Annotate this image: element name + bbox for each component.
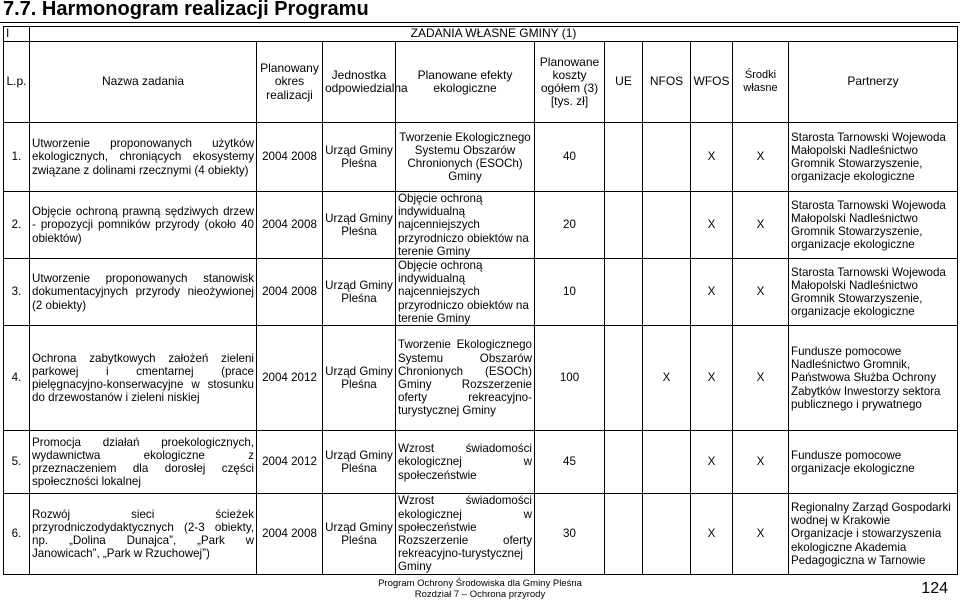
row-unit: Urząd Gminy Pleśna (323, 259, 396, 326)
row-wfos: X (691, 494, 733, 575)
row-partners: Starosta Tarnowski Wojewoda Małopolski Nadleśnictwo Gromnik Stowarzyszenie, organizacje ekologiczne (789, 259, 958, 326)
row-effects: Wzrost świadomości ekologicznej w społeczeństwie (396, 431, 535, 494)
row-task-name: Utworzenie proponowanych stanowisk dokumentacyjnych przyrody nieożywionej (2 obiekty) (30, 259, 257, 326)
row-task-name: Ochrona zabytkowych założeń zieleni parkowej i cmentarnej (prace pielęgnacyjno-konserwacyjne w stosunku do drzewostanów i zieleni niskiej (30, 326, 257, 431)
row-lp: 5. (4, 431, 30, 494)
row-period: 2004 2008 (257, 192, 323, 259)
row-wfos: X (691, 259, 733, 326)
table-row (4, 494, 958, 575)
col-header-name: Nazwa zadania (30, 42, 257, 123)
row-cost: 20 (535, 192, 605, 259)
row-partners: Regionalny Zarząd Gospodarki wodnej w Krakowie Organizacje i stowarzyszenia ekologiczne Akademia Pedagogiczna w Tarnowie (789, 494, 958, 575)
row-own: X (733, 123, 789, 192)
table-row (4, 192, 958, 259)
row-wfos: X (691, 431, 733, 494)
table-row (4, 123, 958, 192)
row-own: X (733, 326, 789, 431)
row-ue (605, 123, 643, 192)
row-own: X (733, 494, 789, 575)
row-cost: 100 (535, 326, 605, 431)
row-ue (605, 326, 643, 431)
footer-line-1: Program Ochrony Środowiska dla Gminy Pleśna (378, 578, 582, 589)
row-ue (605, 494, 643, 575)
row-effects: Wzrost świadomości ekologicznej w społeczeństwie Rozszerzenie oferty rekreacyjno-turystycznej Gminy (396, 494, 535, 575)
row-wfos: X (691, 192, 733, 259)
col-header-costs: Planowane koszty ogółem (3) [tys. zł] (535, 42, 605, 123)
column-header-row (4, 42, 958, 123)
table-row (4, 259, 958, 326)
row-period: 2004 2012 (257, 326, 323, 431)
row-cost: 10 (535, 259, 605, 326)
row-own: X (733, 259, 789, 326)
row-task-name: Utworzenie proponowanych użytków ekologicznych, chroniących ekosystemy związane z dolinami rzecznymi (4 obiekty) (30, 123, 257, 192)
row-partners: Starosta Tarnowski Wojewoda Małopolski Nadleśnictwo Gromnik Stowarzyszenie, organizacje ekologiczne (789, 192, 958, 259)
row-ue (605, 431, 643, 494)
row-unit: Urząd Gminy Pleśna (323, 431, 396, 494)
row-nfos (643, 259, 691, 326)
col-header-period: Planowany okres realizacji (257, 42, 323, 123)
col-header-partners: Partnerzy (789, 42, 958, 123)
row-own: X (733, 431, 789, 494)
page-title: 7.7. Harmonogram realizacji Programu (3, 0, 369, 20)
row-nfos (643, 494, 691, 575)
row-effects: Tworzenie Ekologicznego Systemu Obszarów Chronionych (ESOCh) Gminy Rozszerzenie oferty rekreacyjno-turystycznej Gminy (396, 326, 535, 431)
row-task-name: Rozwój sieci ścieżek przyrodniczodydaktycznych (2-3 obiekty, np. „Dolina Dunajca”, „Park w Janowicach”, „Park w Rzuchowej”) (30, 494, 257, 575)
section-id: I (4, 27, 30, 42)
row-partners: Starosta Tarnowski Wojewoda Małopolski Nadleśnictwo Gromnik Stowarzyszenie, organizacje ekologiczne (789, 123, 958, 192)
col-header-effects: Planowane efekty ekologiczne (396, 42, 535, 123)
row-period: 2004 2008 (257, 494, 323, 575)
row-partners: Fundusze pomocowe organizacje ekologiczne (789, 431, 958, 494)
col-header-ue: UE (605, 42, 643, 123)
row-cost: 45 (535, 431, 605, 494)
title-divider (0, 22, 960, 23)
row-period: 2004 2008 (257, 123, 323, 192)
row-ue (605, 259, 643, 326)
section-header-row (4, 27, 958, 42)
row-lp: 4. (4, 326, 30, 431)
col-header-wfos: WFOS (691, 42, 733, 123)
table-row (4, 326, 958, 431)
page-number: 124 (921, 580, 948, 597)
row-cost: 40 (535, 123, 605, 192)
table-row (4, 431, 958, 494)
row-partners: Fundusze pomocowe Nadleśnictwo Gromnik, Państwowa Służba Ochrony Zabytków Inwestorzy sektora publicznego i prywatnego (789, 326, 958, 431)
row-unit: Urząd Gminy Pleśna (323, 494, 396, 575)
row-unit: Urząd Gminy Pleśna (323, 192, 396, 259)
row-cost: 30 (535, 494, 605, 575)
row-effects: Objęcie ochroną indywidualną najcenniejszych przyrodniczo obiektów na terenie Gminy (396, 192, 535, 259)
row-nfos (643, 192, 691, 259)
row-lp: 6. (4, 494, 30, 575)
row-unit: Urząd Gminy Pleśna (323, 326, 396, 431)
col-header-nfos: NFOS (643, 42, 691, 123)
row-task-name: Objęcie ochroną prawną sędziwych drzew - propozycji pomników przyrody (około 40 obiektów) (30, 192, 257, 259)
row-lp: 3. (4, 259, 30, 326)
row-unit: Urząd Gminy Pleśna (323, 123, 396, 192)
row-nfos (643, 431, 691, 494)
row-task-name: Promocja działań proekologicznych, wydawnictwa ekologiczne z przeznaczeniem dla dorosłej części społeczności lokalnej (30, 431, 257, 494)
footer-line-2: Rozdział 7 – Ochrona przyrody (414, 589, 546, 600)
row-period: 2004 2008 (257, 259, 323, 326)
row-own: X (733, 192, 789, 259)
section-title: ZADANIA WŁASNE GMINY (1) (30, 27, 958, 42)
row-effects: Tworzenie Ekologicznego Systemu Obszarów Chronionych (ESOCh) Gminy (396, 123, 535, 192)
row-lp: 2. (4, 192, 30, 259)
row-period: 2004 2012 (257, 431, 323, 494)
page-footer (0, 578, 960, 600)
row-effects: Objęcie ochroną indywidualną najcenniejszych przyrodniczo obiektów na terenie Gminy (396, 259, 535, 326)
col-header-unit: Jednostka odpowiedzialna (323, 42, 396, 123)
row-ue (605, 192, 643, 259)
col-header-own: Środki własne (733, 42, 789, 123)
row-wfos: X (691, 123, 733, 192)
row-lp: 1. (4, 123, 30, 192)
row-nfos (643, 123, 691, 192)
row-nfos: X (643, 326, 691, 431)
row-wfos: X (691, 326, 733, 431)
schedule-table (3, 26, 958, 575)
col-header-lp: L.p. (4, 42, 30, 123)
